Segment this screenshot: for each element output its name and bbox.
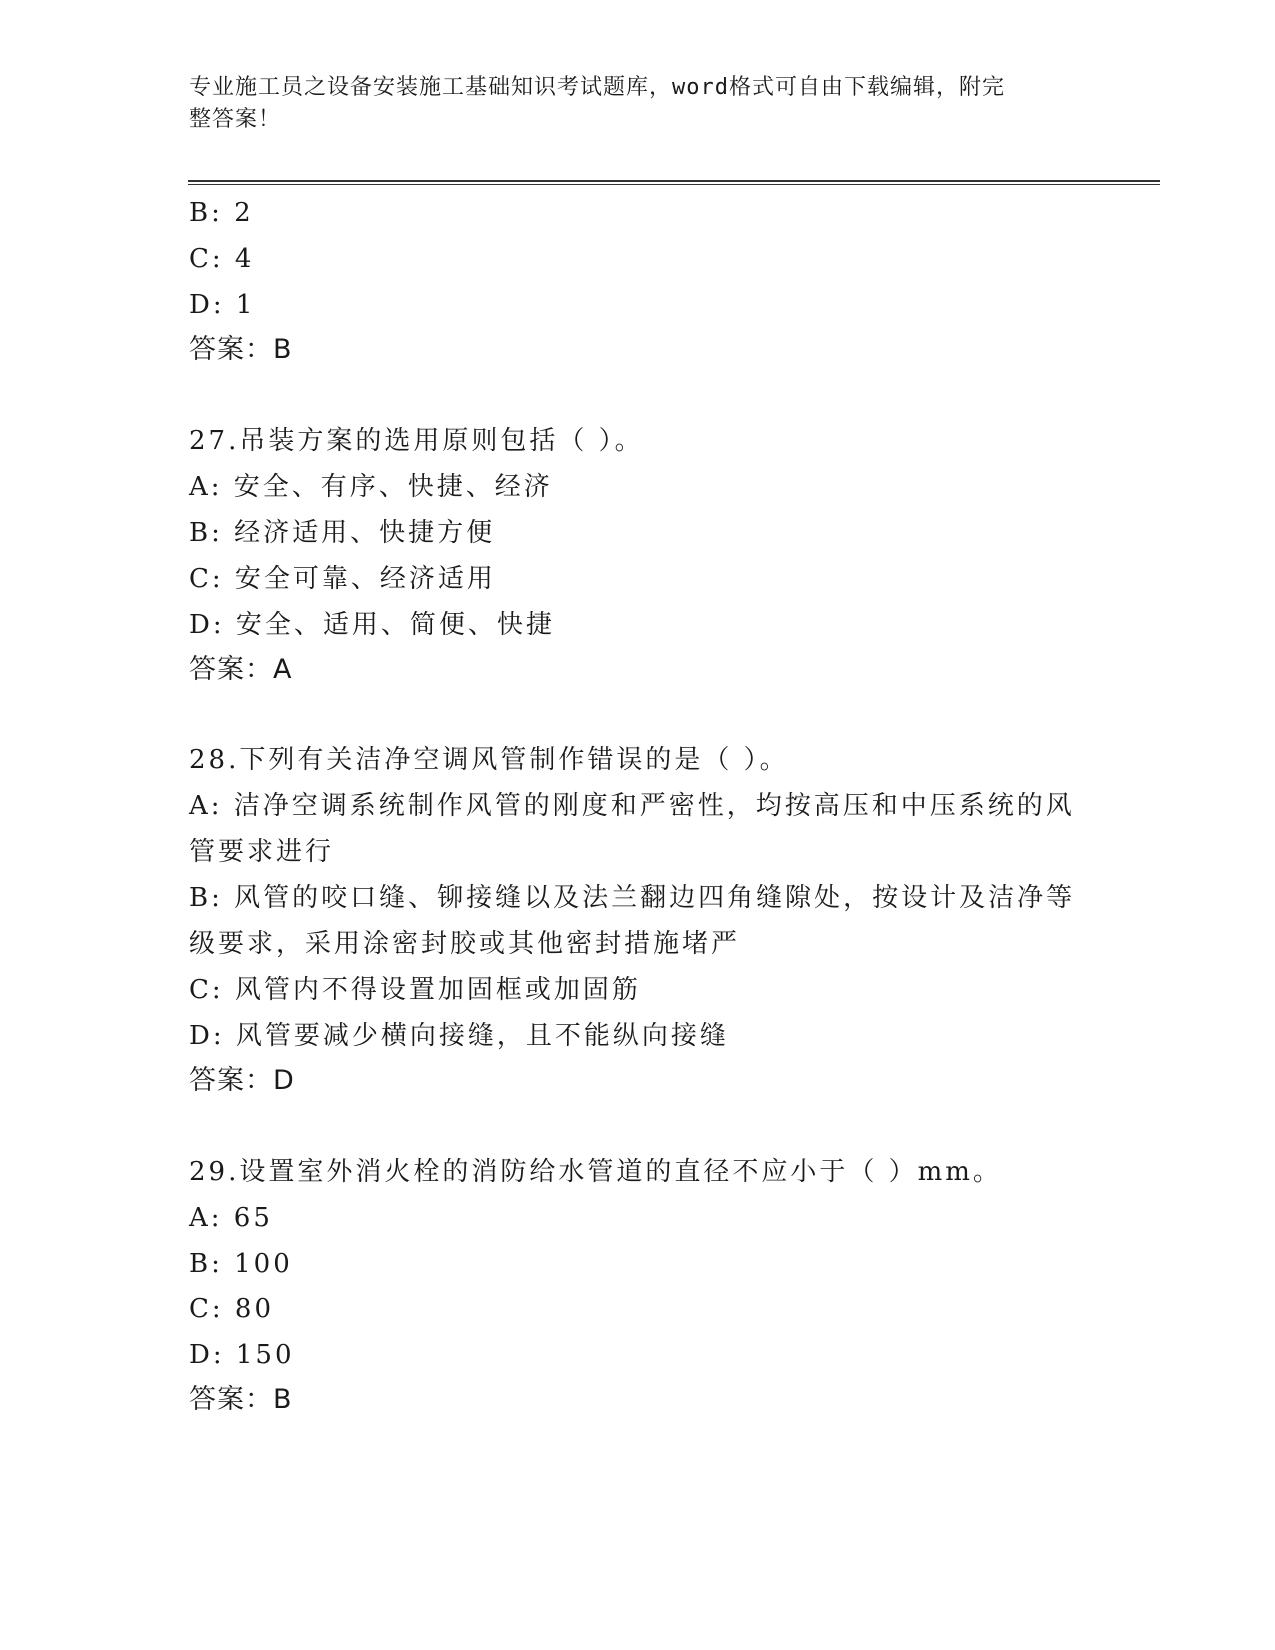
- text-line: 级要求，采用涂密封胶或其他密封措施堵严: [189, 929, 741, 959]
- text-line: D: 安全、适用、简便、快捷: [189, 610, 555, 640]
- text-line: B: 2: [189, 198, 254, 228]
- text-line: D: 1: [189, 290, 256, 320]
- text-line: A: 65: [189, 1203, 273, 1233]
- header-line-1: 专业施工员之设备安装施工基础知识考试题库，word格式可自由下载编辑，附完: [189, 75, 1005, 100]
- text-line: C: 80: [189, 1294, 275, 1324]
- text-line: 29.设置室外消火栓的消防给水管道的直径不应小于（ ）mm。: [189, 1157, 1002, 1187]
- header-divider: [188, 180, 1160, 182]
- text-line: C: 4: [189, 244, 255, 274]
- text-line: C: 安全可靠、经济适用: [189, 564, 496, 594]
- text-line: C: 风管内不得设置加固框或加固筋: [189, 975, 641, 1005]
- text-line: B: 100: [189, 1249, 293, 1279]
- text-line: 管要求进行: [189, 837, 335, 867]
- text-line: A: 安全、有序、快捷、经济: [189, 472, 553, 502]
- text-line: A: 洁净空调系统制作风管的刚度和严密性，均按高压和中压系统的风: [189, 791, 1075, 821]
- text-line: 28.下列有关洁净空调风管制作错误的是（ ）。: [189, 745, 789, 775]
- page-header: [189, 72, 1089, 136]
- text-line: D: 150: [189, 1340, 295, 1370]
- text-line: B: 经济适用、快捷方便: [189, 518, 496, 548]
- answer-line: 答案：A: [189, 654, 293, 685]
- answer-line: 答案：B: [189, 1384, 293, 1415]
- answer-line: 答案：D: [189, 1065, 295, 1096]
- answer-line: 答案：B: [189, 334, 293, 365]
- text-line: D: 风管要减少横向接缝，且不能纵向接缝: [189, 1021, 729, 1051]
- header-line-2: 整答案！: [189, 107, 282, 132]
- header-divider-thin: [188, 184, 1160, 185]
- text-line: B: 风管的咬口缝、铆接缝以及法兰翻边四角缝隙处，按设计及洁净等: [189, 883, 1076, 913]
- text-line: 27.吊装方案的选用原则包括（ ）。: [189, 426, 644, 456]
